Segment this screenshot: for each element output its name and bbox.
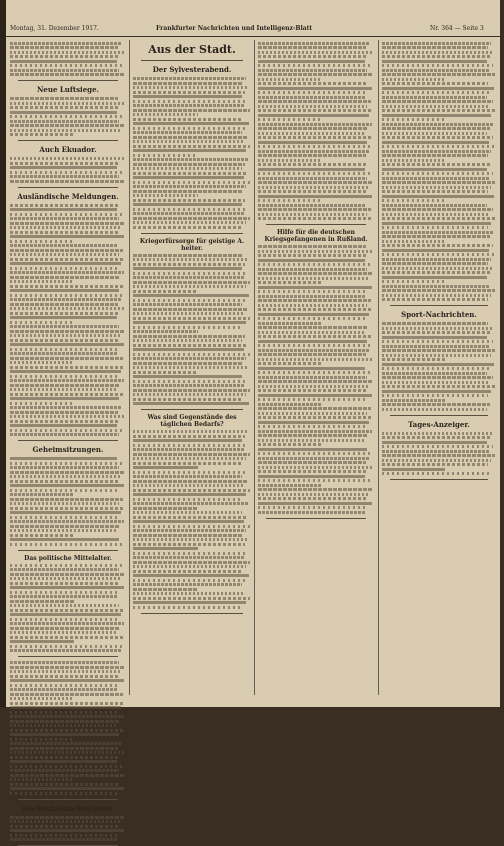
article-heading: Neue Luftsiege. [37, 85, 99, 94]
divider [390, 479, 488, 480]
divider [266, 224, 366, 225]
section-title: Aus der Stadt. [148, 43, 236, 56]
divider [18, 550, 118, 551]
column-3 [258, 40, 374, 700]
illegible-text-block [133, 254, 251, 406]
divider [18, 187, 118, 188]
article-heading: Das politische Mittelalter. [24, 554, 112, 562]
illegible-text-block [258, 245, 374, 514]
newspaper-page [6, 0, 500, 813]
illegible-text-block [133, 77, 251, 229]
divider [141, 409, 243, 410]
illegible-text-block [258, 42, 374, 221]
article-heading: Geheimsitzungen. [32, 445, 104, 454]
illegible-text-block [382, 432, 496, 476]
divider [266, 518, 366, 519]
divider [141, 233, 243, 234]
illegible-text-block [10, 816, 126, 842]
illegible-text-block [10, 204, 126, 437]
divider [141, 60, 243, 61]
header-page-number: Nr. 364 — Seite 3 [430, 25, 484, 32]
divider [18, 140, 118, 141]
article-heading: Was sind Gegenstände des täglichen Bedarfs? [147, 414, 237, 428]
page-header [6, 22, 500, 37]
divider [18, 440, 118, 441]
article-heading: Der Sylvesterabend. [152, 65, 232, 74]
divider [390, 305, 488, 306]
divider [141, 613, 243, 614]
header-date: Montag, 31. Dezember 1917. [10, 25, 99, 32]
article-heading: Kriegerfürsorge für geistige A. heiter. [139, 237, 245, 252]
divider [18, 80, 118, 81]
illegible-text-block [133, 430, 251, 609]
illegible-text-block [382, 42, 496, 302]
article-heading: Tages-Anzeiger. [408, 419, 470, 429]
column-rule [129, 40, 130, 695]
column-1 [10, 40, 126, 813]
header-masthead: Frankfurter Nachrichten und Intelligenz-Blatt [156, 25, 313, 32]
article-heading: Auch Ekuador. [39, 145, 97, 154]
column-4 [382, 40, 496, 700]
article-heading: Hochschulnachrichten. [22, 803, 114, 813]
illegible-text-block [10, 564, 126, 653]
illegible-text-block [10, 157, 126, 183]
article-heading: Sport-Nachrichten. [401, 310, 477, 319]
illegible-text-block [382, 322, 496, 411]
column-rule [378, 40, 379, 695]
illegible-text-block [10, 97, 126, 136]
article-heading: Ausländische Meldungen. [17, 191, 119, 201]
illegible-text-block [10, 457, 126, 546]
divider [390, 415, 488, 416]
illegible-text-block [10, 42, 126, 77]
divider [18, 656, 118, 657]
divider [18, 799, 118, 800]
column-rule [254, 40, 255, 695]
column-2 [133, 40, 251, 700]
illegible-text-block [10, 661, 126, 795]
article-heading: Hilfe für die deutschen Kriegsgefangenen in Rußland. [264, 229, 368, 243]
